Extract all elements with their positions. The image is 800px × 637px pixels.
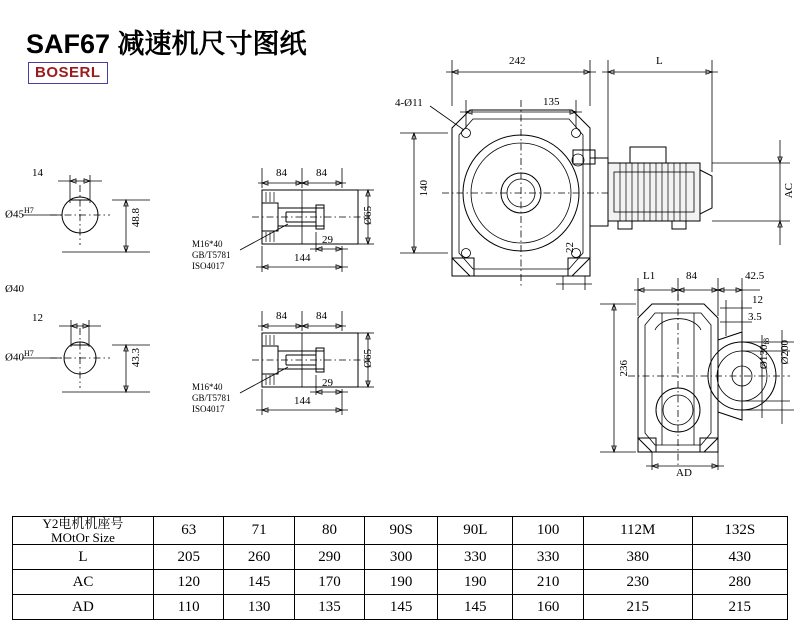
label-84-top-b: 84 bbox=[316, 167, 327, 179]
label-29-top: 29 bbox=[322, 234, 333, 246]
label-12: 12 bbox=[752, 294, 763, 306]
table-row bbox=[13, 545, 788, 570]
label-key-width-bottom: 12 bbox=[32, 312, 43, 324]
label-140: 140 bbox=[418, 180, 430, 197]
bore-value-bottom: Ø40 bbox=[5, 351, 24, 364]
cell-l-90l: 330 bbox=[438, 545, 513, 570]
cell-ac-132s: 280 bbox=[692, 570, 787, 595]
cell-size-71: 71 bbox=[224, 517, 294, 545]
cell-size-80: 80 bbox=[294, 517, 364, 545]
label-std1-top: GB/T5781 bbox=[192, 250, 231, 260]
page-title: SAF67 减速机尺寸图纸 bbox=[26, 29, 307, 59]
cell-size-100: 100 bbox=[513, 517, 583, 545]
label-144-top: 144 bbox=[294, 252, 311, 264]
cell-ac-63: 120 bbox=[154, 570, 224, 595]
table-row bbox=[13, 570, 788, 595]
cell-ac-90l: 190 bbox=[438, 570, 513, 595]
label-std1-bottom: GB/T5781 bbox=[192, 393, 231, 403]
cell-ad-90l: 145 bbox=[438, 595, 513, 620]
label-alt-bore: Ø40 bbox=[5, 283, 24, 295]
cell-ac-71: 145 bbox=[224, 570, 294, 595]
cell-ac-80: 170 bbox=[294, 570, 364, 595]
label-3-5: 3.5 bbox=[748, 311, 762, 323]
label-29-bottom: 29 bbox=[322, 377, 333, 389]
table-row bbox=[13, 517, 788, 545]
cell-size-90s: 90S bbox=[365, 517, 438, 545]
label-d65-bottom: Ø65 bbox=[362, 349, 374, 368]
d130-value: Ø130 bbox=[758, 344, 770, 370]
cell-l-80: 290 bbox=[294, 545, 364, 570]
label-height-bottom: 43.3 bbox=[130, 348, 142, 368]
bore-value-top: Ø45 bbox=[5, 208, 24, 221]
cell-size-132s: 132S bbox=[692, 517, 787, 545]
cell-ad-90s: 145 bbox=[365, 595, 438, 620]
cell-l-63: 205 bbox=[154, 545, 224, 570]
label-22: 22 bbox=[564, 242, 576, 253]
label-144-bottom: 144 bbox=[294, 395, 311, 407]
cell-ad-112m: 215 bbox=[583, 595, 692, 620]
cell-ac-90s: 190 bbox=[365, 570, 438, 595]
label-thread-bottom: M16*40 bbox=[192, 382, 223, 392]
bore-fit-bottom: H7 bbox=[23, 349, 34, 358]
cell-l-90s: 300 bbox=[365, 545, 438, 570]
label-thread-top: M16*40 bbox=[192, 239, 223, 249]
label-AC: AC bbox=[783, 183, 795, 199]
cell-size-112m: 112M bbox=[583, 517, 692, 545]
label-242: 242 bbox=[509, 55, 526, 67]
label-height-top: 48.8 bbox=[130, 208, 142, 228]
table-row bbox=[13, 595, 788, 620]
row-label-ac: AC bbox=[13, 570, 154, 595]
label-d65-top: Ø65 bbox=[362, 206, 374, 225]
cell-l-100: 330 bbox=[513, 545, 583, 570]
cell-ad-100: 160 bbox=[513, 595, 583, 620]
brand-logo: BOSERL bbox=[28, 62, 108, 84]
label-std2-bottom: ISO4017 bbox=[192, 404, 225, 414]
label-4-d11: 4-Ø11 bbox=[395, 97, 423, 109]
cell-size-63: 63 bbox=[154, 517, 224, 545]
label-135: 135 bbox=[543, 96, 560, 108]
label-std2-top: ISO4017 bbox=[192, 261, 225, 271]
cell-ac-100: 210 bbox=[513, 570, 583, 595]
label-key-width-top: 14 bbox=[32, 167, 43, 179]
label-AD: AD bbox=[676, 467, 692, 479]
cell-size-90l: 90L bbox=[438, 517, 513, 545]
label-84-top-a: 84 bbox=[276, 167, 287, 179]
cell-l-112m: 380 bbox=[583, 545, 692, 570]
label-42-5: 42.5 bbox=[745, 270, 765, 282]
label-84-side: 84 bbox=[686, 270, 697, 282]
bore-fit-top: H7 bbox=[23, 206, 34, 215]
cell-ad-132s: 215 bbox=[692, 595, 787, 620]
label-236: 236 bbox=[618, 360, 630, 377]
row-label-l: L bbox=[13, 545, 154, 570]
header-line-1: Y2电机机座号 bbox=[42, 516, 124, 531]
cell-ac-112m: 230 bbox=[583, 570, 692, 595]
label-d200: Ø200 bbox=[779, 340, 791, 365]
label-L1: L1 bbox=[643, 270, 656, 282]
cell-l-132s: 430 bbox=[692, 545, 787, 570]
d130-fit: f8 bbox=[762, 338, 772, 345]
label-84-bottom-b: 84 bbox=[316, 310, 327, 322]
row-label-ad: AD bbox=[13, 595, 154, 620]
label-L: L bbox=[656, 55, 663, 67]
cell-ad-71: 130 bbox=[224, 595, 294, 620]
label-bore-top bbox=[5, 206, 34, 221]
table-header-cell bbox=[13, 517, 154, 545]
label-bore-bottom bbox=[5, 349, 34, 364]
cell-ad-63: 110 bbox=[154, 595, 224, 620]
label-d130 bbox=[758, 338, 771, 369]
spec-table bbox=[12, 516, 788, 620]
cell-ad-80: 135 bbox=[294, 595, 364, 620]
header-line-2: MOtOr Size bbox=[51, 529, 115, 545]
label-84-bottom-a: 84 bbox=[276, 310, 287, 322]
cell-l-71: 260 bbox=[224, 545, 294, 570]
